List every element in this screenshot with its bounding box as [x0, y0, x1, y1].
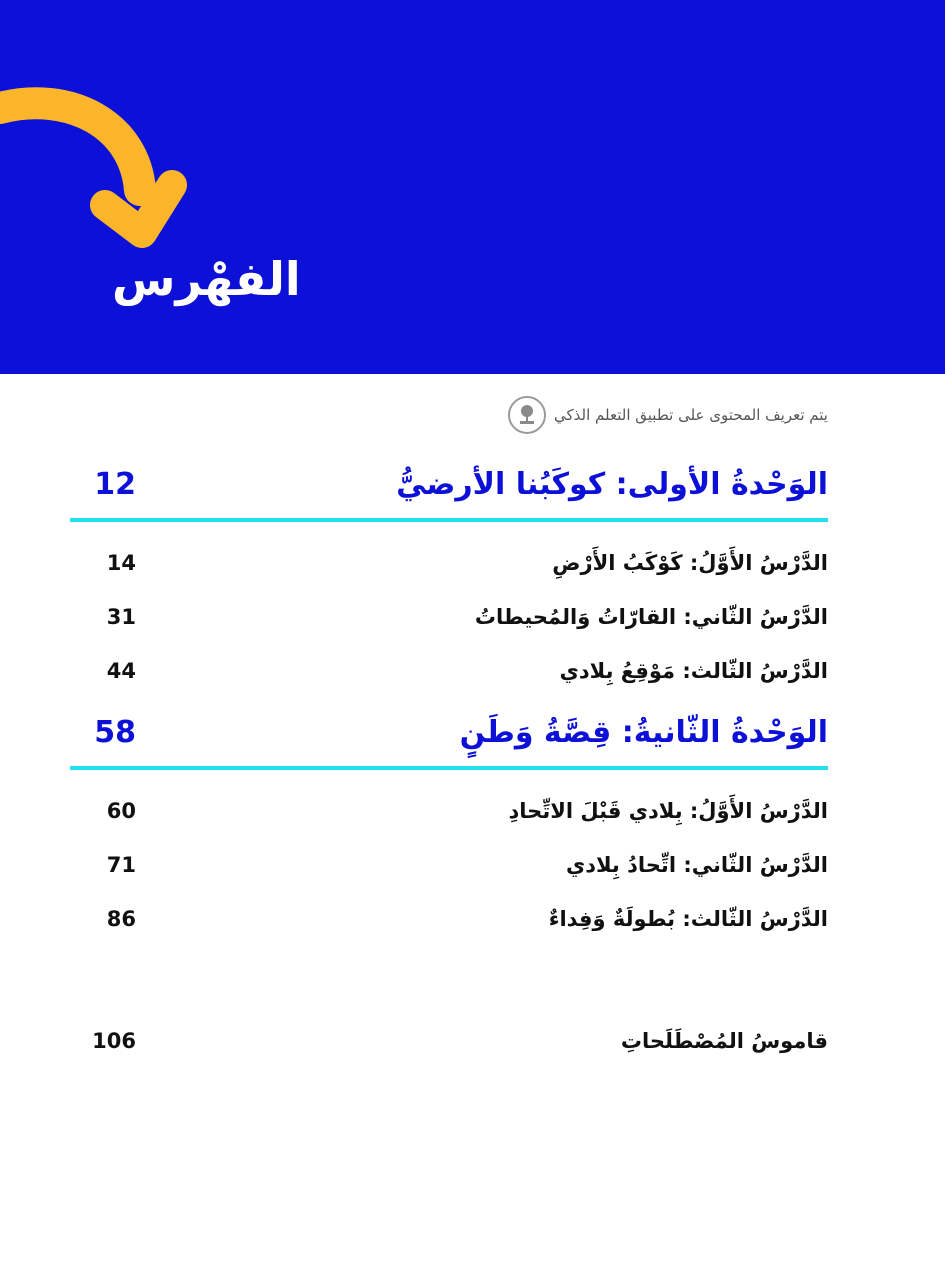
lesson-page-number: 14 — [106, 551, 136, 575]
lesson-row[interactable] — [70, 838, 828, 892]
table-of-contents — [70, 450, 828, 1068]
lesson-title: الدَّرْسُ الأَوَّلُ: كَوْكَبُ الأَرْضِ — [552, 551, 828, 575]
tree-logo-icon — [508, 396, 546, 434]
curved-arrow-icon — [0, 70, 200, 250]
lesson-title: الدَّرْسُ الثّالث: بُطولَةٌ وَفِداءٌ — [548, 907, 828, 931]
lesson-title: الدَّرْسُ الثّاني: اتِّحادُ بِلادي — [565, 853, 828, 877]
lesson-row[interactable] — [70, 644, 828, 698]
unit-1-row[interactable] — [70, 450, 828, 522]
glossary-title: قاموسُ المُصْطَلَحاتِ — [620, 1029, 828, 1053]
unit-2-row[interactable] — [70, 698, 828, 770]
lesson-page-number: 44 — [106, 659, 136, 683]
unit-page-number: 58 — [94, 714, 136, 750]
lesson-page-number: 86 — [106, 907, 136, 931]
unit-title: الوَحْدةُ الثّانيةُ: قِصَّةُ وَطَنٍ — [459, 714, 828, 750]
unit-page-number: 12 — [94, 466, 136, 502]
lesson-row[interactable] — [70, 590, 828, 644]
header-banner — [0, 0, 945, 374]
unit-title: الوَحْدةُ الأولى: كوكَبُنا الأرضيُّ — [396, 466, 828, 502]
smart-app-notice — [508, 396, 828, 434]
notice-text: يتم تعريف المحتوى على تطبيق التعلم الذكي — [554, 406, 828, 424]
glossary-row[interactable] — [70, 1014, 828, 1068]
lesson-row[interactable] — [70, 784, 828, 838]
lesson-row[interactable] — [70, 892, 828, 946]
lesson-page-number: 71 — [106, 853, 136, 877]
lesson-page-number: 31 — [106, 605, 136, 629]
lesson-title: الدَّرْسُ الثّالث: مَوْقِعُ بِلادي — [559, 659, 828, 683]
glossary-page-number: 106 — [92, 1029, 136, 1053]
lesson-title: الدَّرْسُ الثّاني: القارّاتُ وَالمُحيطاتُ — [474, 605, 828, 629]
lesson-title: الدَّرْسُ الأَوَّلُ: بِلادي قَبْلَ الاتِّحادِ — [508, 799, 828, 823]
lesson-row[interactable] — [70, 536, 828, 590]
lesson-page-number: 60 — [106, 799, 136, 823]
page-title: الفهْرس — [112, 252, 301, 306]
